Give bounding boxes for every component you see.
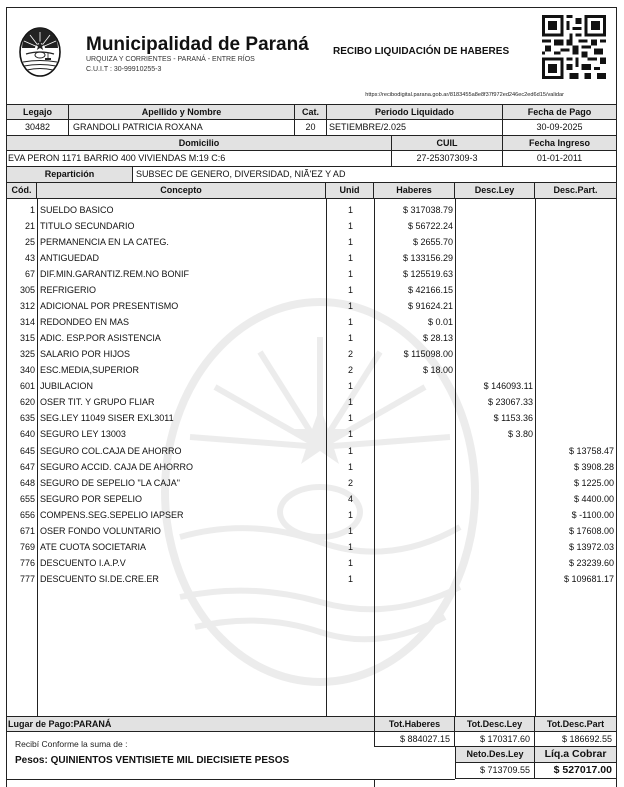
concepto-cell: DIF.MIN.GARANTIZ.REM.NO BONIF bbox=[40, 269, 190, 279]
tot-haberes-value: $ 884027.15 bbox=[374, 732, 455, 747]
cod-cell: 67 bbox=[24, 269, 35, 279]
cod-cell: 671 bbox=[19, 526, 35, 536]
qr-code-icon bbox=[542, 15, 606, 79]
cod-cell: 776 bbox=[19, 558, 35, 568]
column-header-concepto: Concepto bbox=[37, 183, 326, 199]
org-name: Municipalidad de Paraná bbox=[86, 34, 309, 55]
cod-cell: 315 bbox=[19, 333, 35, 343]
unid-cell: 1 bbox=[348, 381, 354, 391]
nombre-label: Apellido y Nombre bbox=[69, 105, 295, 120]
cod-cell: 1 bbox=[29, 205, 35, 215]
table-row bbox=[6, 523, 617, 539]
tot-desc-part-label: Tot.Desc.Part bbox=[535, 717, 616, 732]
concepto-cell: ESC.MEDIA,SUPERIOR bbox=[40, 365, 140, 375]
concepto-cell: JUBILACION bbox=[40, 381, 94, 391]
concepto-cell: REFRIGERIO bbox=[40, 285, 97, 295]
table-row bbox=[6, 298, 617, 314]
table-row bbox=[6, 426, 617, 442]
cod-cell: 314 bbox=[19, 317, 35, 327]
cod-cell: 305 bbox=[19, 285, 35, 295]
org-address: URQUIZA Y CORRIENTES - PARANÁ - ENTRE RÍOS bbox=[86, 56, 255, 63]
table-row bbox=[6, 475, 617, 491]
cod-cell: 340 bbox=[19, 365, 35, 375]
unid-cell: 2 bbox=[348, 365, 354, 375]
desc-part-cell: $ 13758.47 bbox=[568, 446, 614, 456]
fecha-ingreso-value: 01-01-2011 bbox=[503, 151, 616, 167]
cuil-label: CUIL bbox=[392, 136, 503, 151]
concepto-cell: OSER TIT. Y GRUPO FLIAR bbox=[40, 397, 155, 407]
haberes-cell: $ 317038.79 bbox=[402, 205, 453, 215]
document-title: RECIBO LIQUIDACIÓN DE HABERES bbox=[333, 46, 510, 57]
domicilio-label: Domicilio bbox=[7, 136, 392, 151]
recibi-conforme-text: Recibí Conforme la suma de : bbox=[15, 739, 128, 749]
concepto-cell: SEGURO POR SEPELIO bbox=[40, 494, 143, 504]
column-header-desc-part: Desc.Part. bbox=[535, 183, 616, 199]
unid-cell: 1 bbox=[348, 253, 354, 263]
tot-haberes-label: Tot.Haberes bbox=[374, 717, 455, 732]
cod-cell: 21 bbox=[24, 221, 35, 231]
concepto-cell: REDONDEO EN MAS bbox=[40, 317, 130, 327]
column-header-haberes: Haberes bbox=[374, 183, 455, 199]
validation-url-link[interactable]: https://recibodigital.parana.gob.ar/8183455a8e8f37f972ed246ec2ed6d15/validar bbox=[365, 92, 564, 98]
table-row bbox=[6, 266, 617, 282]
fecha-pago-value: 30-09-2025 bbox=[503, 120, 616, 136]
unid-cell: 1 bbox=[348, 429, 354, 439]
cod-cell: 601 bbox=[19, 381, 35, 391]
unid-cell: 1 bbox=[348, 462, 354, 472]
unid-cell: 2 bbox=[348, 478, 354, 488]
legajo-value: 30482 bbox=[7, 120, 69, 136]
concepto-cell: SEGURO LEY 13003 bbox=[40, 429, 126, 439]
concepto-cell: TITULO SECUNDARIO bbox=[40, 221, 135, 231]
cod-cell: 647 bbox=[19, 462, 35, 472]
cat-label: Cat. bbox=[295, 105, 327, 120]
desc-part-cell: $ -1100.00 bbox=[571, 510, 614, 520]
fecha-pago-label: Fecha de Pago bbox=[503, 105, 616, 120]
cat-value: 20 bbox=[295, 120, 327, 136]
unid-cell: 1 bbox=[348, 446, 354, 456]
concepto-cell: DESCUENTO I.A.P.V bbox=[40, 558, 126, 568]
tot-desc-ley-value: $ 170317.60 bbox=[455, 732, 535, 747]
haberes-cell: $ 133156.29 bbox=[402, 253, 453, 263]
unid-cell: 1 bbox=[348, 542, 354, 552]
liq-a-cobrar-label: Líq.a Cobrar bbox=[535, 747, 616, 763]
unid-cell: 1 bbox=[348, 221, 354, 231]
unid-cell: 1 bbox=[348, 301, 354, 311]
unid-cell: 1 bbox=[348, 413, 354, 423]
cuil-value: 27-25307309-3 bbox=[392, 151, 503, 167]
neto-des-ley-value: $ 713709.55 bbox=[455, 763, 535, 779]
cod-cell: 43 bbox=[24, 253, 35, 263]
unid-cell: 1 bbox=[348, 269, 354, 279]
concepto-cell: ANTIGUEDAD bbox=[40, 253, 100, 263]
unid-cell: 4 bbox=[348, 494, 354, 504]
table-row bbox=[6, 234, 617, 250]
cod-cell: 648 bbox=[19, 478, 35, 488]
legajo-label: Legajo bbox=[7, 105, 69, 120]
cod-cell: 777 bbox=[19, 574, 35, 584]
cod-cell: 640 bbox=[19, 429, 35, 439]
amount-in-words: Pesos: QUINIENTOS VENTISIETE MIL DIECISIETE PESOS bbox=[15, 755, 290, 766]
haberes-cell: $ 28.13 bbox=[422, 333, 453, 343]
concepto-cell: SALARIO POR HIJOS bbox=[40, 349, 131, 359]
divider bbox=[6, 779, 455, 780]
desc-part-cell: $ 17608.00 bbox=[568, 526, 614, 536]
column-divider bbox=[374, 779, 375, 787]
cod-cell: 769 bbox=[19, 542, 35, 552]
table-row bbox=[6, 202, 617, 218]
table-row bbox=[6, 410, 617, 426]
unid-cell: 1 bbox=[348, 237, 354, 247]
desc-part-cell: $ 13972.03 bbox=[568, 542, 614, 552]
cod-cell: 656 bbox=[19, 510, 35, 520]
unid-cell: 1 bbox=[348, 526, 354, 536]
desc-part-cell: $ 109681.17 bbox=[563, 574, 614, 584]
cod-cell: 620 bbox=[19, 397, 35, 407]
concepto-cell: OSER FONDO VOLUNTARIO bbox=[40, 526, 161, 536]
org-cuit: C.U.I.T : 30-99910255-3 bbox=[86, 66, 162, 73]
nombre-value: GRANDOLI PATRICIA ROXANA bbox=[69, 120, 295, 136]
table-row bbox=[6, 218, 617, 234]
table-row bbox=[6, 394, 617, 410]
haberes-cell: $ 42166.15 bbox=[407, 285, 453, 295]
desc-ley-cell: $ 146093.11 bbox=[483, 381, 533, 391]
concepto-cell: DESCUENTO SI.DE.CRE.ER bbox=[40, 574, 159, 584]
haberes-cell: $ 2655.70 bbox=[412, 237, 453, 247]
haberes-cell: $ 0.01 bbox=[427, 317, 453, 327]
unid-cell: 1 bbox=[348, 317, 354, 327]
desc-ley-cell: $ 3.80 bbox=[507, 429, 533, 439]
haberes-cell: $ 91624.21 bbox=[407, 301, 453, 311]
concepto-cell: COMPENS.SEG.SEPELIO IAPSER bbox=[40, 510, 184, 520]
table-row bbox=[6, 282, 617, 298]
tot-desc-part-value: $ 186692.55 bbox=[535, 732, 616, 747]
cod-cell: 645 bbox=[19, 446, 35, 456]
reparticion-label: Repartición bbox=[7, 167, 133, 183]
concepto-cell: SEGURO DE SEPELIO "LA CAJA" bbox=[40, 478, 180, 488]
periodo-value: SETIEMBRE/2.025 bbox=[327, 120, 503, 136]
column-header-cod: Cód. bbox=[7, 183, 37, 199]
unid-cell: 1 bbox=[348, 205, 354, 215]
haberes-cell: $ 125519.63 bbox=[402, 269, 453, 279]
desc-ley-cell: $ 23067.33 bbox=[487, 397, 533, 407]
concepto-cell: PERMANENCIA EN LA CATEG. bbox=[40, 237, 169, 247]
concepto-cell: ADIC. ESP.POR ASISTENCIA bbox=[40, 333, 161, 343]
cod-cell: 25 bbox=[24, 237, 35, 247]
lugar-de-pago: Lugar de Pago:PARANÁ bbox=[7, 717, 374, 732]
table-row bbox=[6, 346, 617, 362]
haberes-cell: $ 115098.00 bbox=[403, 349, 453, 359]
column-header-unid: Unid bbox=[326, 183, 374, 199]
unid-cell: 1 bbox=[348, 285, 354, 295]
concepto-cell: SUELDO BASICO bbox=[40, 205, 114, 215]
concepto-cell: ATE CUOTA SOCIETARIA bbox=[40, 542, 147, 552]
desc-part-cell: $ 23239.60 bbox=[568, 558, 614, 568]
fecha-ingreso-label: Fecha Ingreso bbox=[503, 136, 616, 151]
cod-cell: 325 bbox=[19, 349, 35, 359]
liq-a-cobrar-value: $ 527017.00 bbox=[535, 763, 616, 779]
unid-cell: 2 bbox=[348, 349, 354, 359]
unid-cell: 1 bbox=[348, 510, 354, 520]
cod-cell: 312 bbox=[19, 301, 35, 311]
table-row bbox=[6, 571, 617, 587]
table-row bbox=[6, 507, 617, 523]
reparticion-value: SUBSEC DE GENERO, DIVERSIDAD, NIÃ'EZ Y AD bbox=[133, 167, 616, 183]
table-row bbox=[6, 330, 617, 346]
table-row bbox=[6, 459, 617, 475]
column-header-desc-ley: Desc.Ley bbox=[455, 183, 535, 199]
periodo-label: Periodo Liquidado bbox=[327, 105, 503, 120]
unid-cell: 1 bbox=[348, 333, 354, 343]
cod-cell: 635 bbox=[19, 413, 35, 423]
domicilio-value: EVA PERON 1171 BARRIO 400 VIVIENDAS M:19 C:6 bbox=[7, 151, 392, 167]
unid-cell: 1 bbox=[348, 574, 354, 584]
table-row bbox=[6, 443, 617, 459]
concepto-cell: SEGURO COL.CAJA DE AHORRO bbox=[40, 446, 182, 456]
concepto-cell: SEGURO ACCID. CAJA DE AHORRO bbox=[40, 462, 194, 472]
desc-part-cell: $ 1225.00 bbox=[573, 478, 614, 488]
unid-cell: 1 bbox=[348, 558, 354, 568]
concepto-cell: SEG.LEY 11049 SISER EXL3011 bbox=[40, 413, 174, 423]
table-row bbox=[6, 362, 617, 378]
desc-part-cell: $ 3908.28 bbox=[573, 462, 614, 472]
table-row bbox=[6, 250, 617, 266]
table-row bbox=[6, 539, 617, 555]
concepto-cell: ADICIONAL POR PRESENTISMO bbox=[40, 301, 179, 311]
haberes-cell: $ 56722.24 bbox=[407, 221, 453, 231]
table-row bbox=[6, 491, 617, 507]
table-row bbox=[6, 314, 617, 330]
haberes-cell: $ 18.00 bbox=[422, 365, 453, 375]
cod-cell: 655 bbox=[19, 494, 35, 504]
desc-ley-cell: $ 1153.36 bbox=[493, 413, 533, 423]
unid-cell: 1 bbox=[348, 397, 354, 407]
desc-part-cell: $ 4400.00 bbox=[573, 494, 614, 504]
table-row bbox=[6, 555, 617, 571]
table-row bbox=[6, 378, 617, 394]
coat-of-arms-icon bbox=[18, 26, 62, 78]
neto-des-ley-label: Neto.Des.Ley bbox=[455, 747, 535, 763]
tot-desc-ley-label: Tot.Desc.Ley bbox=[455, 717, 535, 732]
